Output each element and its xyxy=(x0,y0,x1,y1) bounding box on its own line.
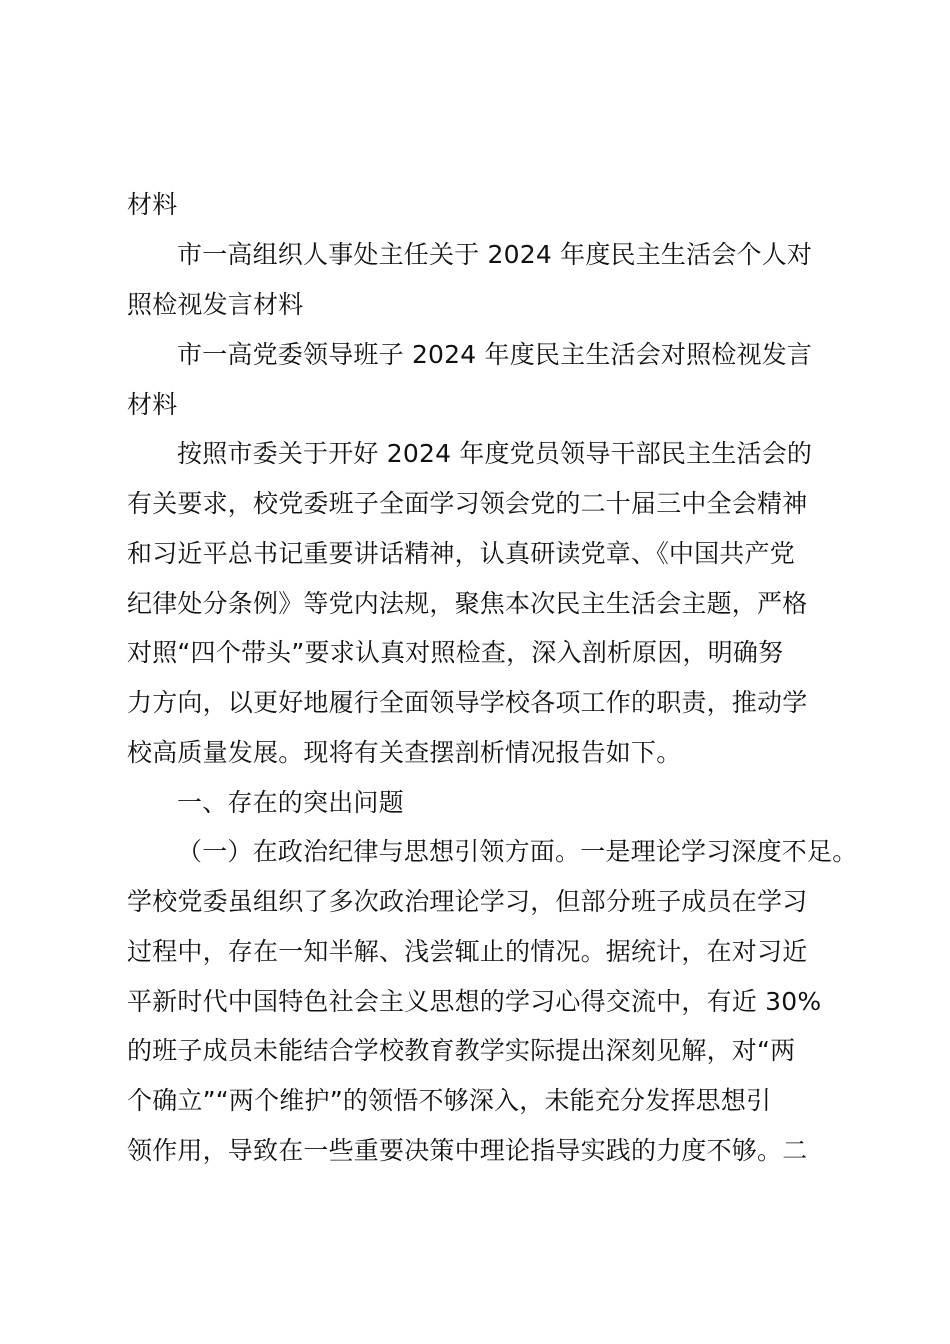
text-line-18: 的班子成员未能结合学校教育教学实际提出深刻见解，对“两 xyxy=(127,1036,796,1065)
text-line-8: 和习近平总书记重要讲话精神，认真研读党章、《中国共产党 xyxy=(127,539,795,568)
text-line-5: 材料 xyxy=(127,390,178,419)
text-line-20: 领作用，导致在一些重要决策中理论指导实践的力度不够。二 xyxy=(127,1136,808,1165)
text-line-11: 力方向，以更好地履行全面领导学校各项工作的职责，推动学 xyxy=(127,688,808,717)
text-line-17: 平新时代中国特色社会主义思想的学习心得交流中，有近 30% xyxy=(127,987,822,1016)
text-line-15: 学校党委虽组织了多次政治理论学习，但部分班子成员在学习 xyxy=(127,887,808,916)
text-line-19: 个确立”“两个维护”的领悟不够深入，未能充分发挥思想引 xyxy=(127,1086,772,1115)
text-line-3: 照检视发言材料 xyxy=(127,290,304,319)
text-line-2: 市一高组织人事处主任关于 2024 年度民主生活会个人对 xyxy=(177,240,813,269)
text-line-7: 有关要求，校党委班子全面学习领会党的二十届三中全会精神 xyxy=(127,489,808,518)
section-heading: 一、存在的突出问题 xyxy=(177,788,404,817)
text-line-4: 市一高党委领导班子 2024 年度民主生活会对照检视发言 xyxy=(177,340,813,369)
text-line-6: 按照市委关于开好 2024 年度党员领导干部民主生活会的 xyxy=(177,439,813,468)
text-line-16: 过程中，存在一知半解、浅尝辄止的情况。据统计，在对习近 xyxy=(127,937,808,966)
text-line-9: 纪律处分条例》等党内法规，聚焦本次民主生活会主题，严格 xyxy=(127,589,808,618)
text-line-10: 对照“四个带头”要求认真对照检查，深入剖析原因，明确努 xyxy=(127,638,784,667)
text-line-1: 材料 xyxy=(127,190,178,219)
text-line-14: （一）在政治纪律与思想引领方面。一是理论学习深度不足。 xyxy=(177,837,858,866)
text-line-12: 校高质量发展。现将有关查摆剖析情况报告如下。 xyxy=(127,738,682,767)
